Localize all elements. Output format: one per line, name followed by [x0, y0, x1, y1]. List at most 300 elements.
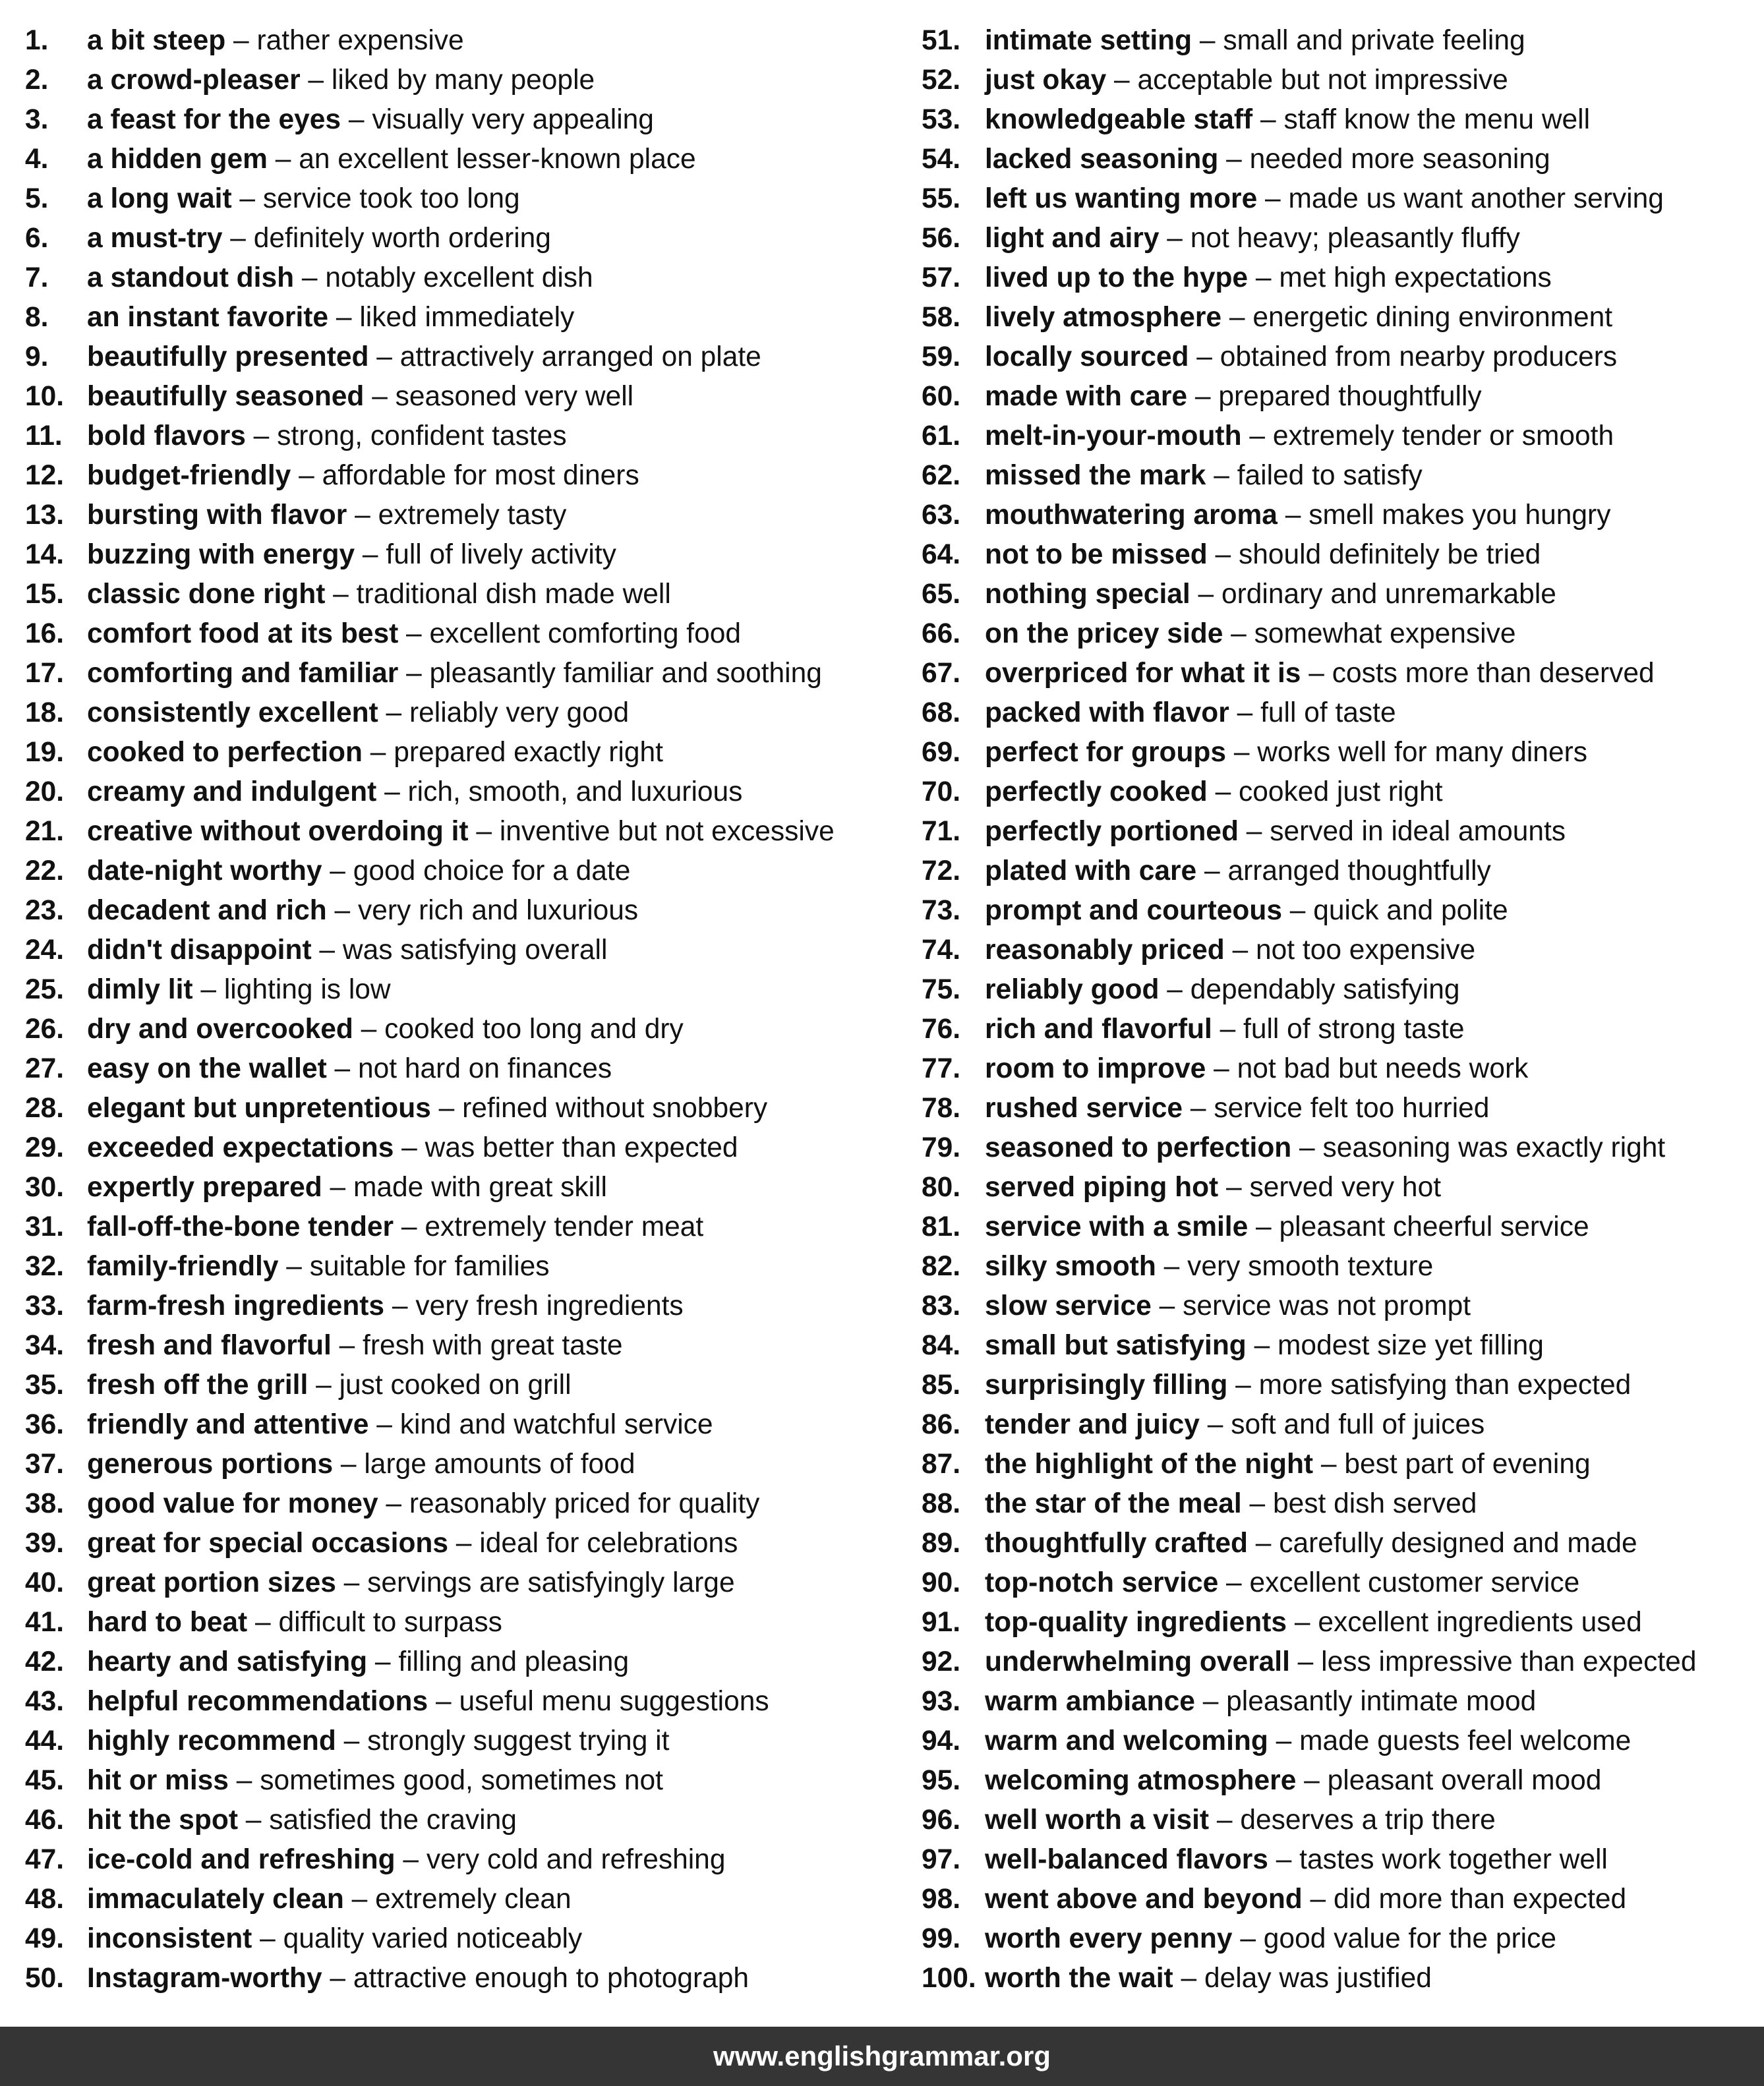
item-definition: made us want another serving [1288, 183, 1664, 214]
item-term: beautifully seasoned [87, 381, 365, 412]
list-item [25, 1722, 902, 1761]
item-separator: – [325, 579, 357, 610]
item-number: 38. [25, 1488, 65, 1519]
item-number: 5. [25, 183, 49, 214]
item-number: 9. [25, 341, 49, 372]
item-number: 28. [25, 1093, 65, 1124]
item-definition: best dish served [1272, 1488, 1477, 1519]
item-text [87, 1603, 502, 1642]
item-number: 21. [25, 816, 65, 847]
list-item [922, 1919, 1759, 1959]
list-item [922, 1563, 1759, 1603]
item-number: 22. [25, 855, 65, 886]
item-term: ice-cold and refreshing [87, 1844, 396, 1875]
list-item [922, 693, 1759, 733]
phrase-column-right [922, 21, 1759, 1998]
item-separator: – [1257, 183, 1289, 214]
list-item [25, 298, 902, 337]
list-item [922, 1682, 1759, 1722]
item-definition: prepared exactly right [394, 737, 663, 768]
item-term: bold flavors [87, 420, 246, 451]
item-number: 25. [25, 974, 65, 1005]
list-item [922, 1761, 1759, 1801]
item-term: silky smooth [985, 1251, 1156, 1282]
item-definition: needed more seasoning [1249, 144, 1550, 175]
item-text [985, 337, 1617, 377]
item-definition: large amounts of food [364, 1449, 635, 1480]
item-term: not to be missed [985, 539, 1208, 570]
item-number: 84. [922, 1330, 961, 1361]
item-text [985, 812, 1566, 852]
item-separator: – [1291, 1132, 1323, 1163]
item-text [985, 1366, 1631, 1405]
item-definition: did more than expected [1334, 1884, 1627, 1915]
item-number: 92. [922, 1646, 961, 1677]
item-separator: – [1159, 974, 1191, 1005]
item-text [985, 1801, 1496, 1840]
item-number: 27. [25, 1053, 65, 1084]
item-separator: – [1218, 144, 1250, 175]
item-text [985, 140, 1550, 179]
list-item [922, 1405, 1759, 1445]
item-text [87, 1484, 759, 1524]
item-number: 59. [922, 341, 961, 372]
item-separator: – [362, 737, 394, 768]
item-term: fresh and flavorful [87, 1330, 332, 1361]
item-text [985, 1287, 1471, 1326]
item-definition: should definitely be tried [1238, 539, 1541, 570]
item-separator: – [347, 500, 378, 531]
item-term: packed with flavor [985, 697, 1229, 728]
item-term: family-friendly [87, 1251, 279, 1282]
item-number: 10. [25, 381, 65, 412]
item-definition: best part of evening [1344, 1449, 1591, 1480]
item-term: generous portions [87, 1449, 334, 1480]
item-separator: – [378, 697, 409, 728]
item-number: 30. [25, 1172, 65, 1203]
list-item [922, 1603, 1759, 1642]
item-term: made with care [985, 381, 1188, 412]
item-term: the highlight of the night [985, 1449, 1314, 1480]
item-text [985, 1010, 1465, 1049]
item-definition: extremely clean [375, 1884, 572, 1915]
item-definition: kind and watchful service [399, 1409, 713, 1440]
item-definition: service was not prompt [1183, 1290, 1471, 1321]
item-separator: – [336, 1567, 368, 1598]
item-definition: cooked too long and dry [384, 1014, 684, 1045]
item-number: 76. [922, 1014, 961, 1045]
item-separator: – [1248, 1528, 1279, 1559]
item-definition: traditional dish made well [356, 579, 671, 610]
item-definition: notably excellent dish [325, 262, 593, 293]
item-term: overpriced for what it is [985, 658, 1301, 689]
item-separator: – [398, 658, 430, 689]
item-definition: servings are satisfyingly large [367, 1567, 735, 1598]
list-item [922, 179, 1759, 219]
item-separator: – [368, 1409, 400, 1440]
item-separator: – [328, 302, 360, 333]
item-separator: – [322, 1172, 353, 1203]
item-separator: – [1287, 1607, 1318, 1638]
item-term: top-notch service [985, 1567, 1219, 1598]
item-number: 90. [922, 1567, 961, 1598]
item-term: cooked to perfection [87, 737, 363, 768]
item-separator: – [1296, 1765, 1328, 1796]
item-separator: – [1218, 1172, 1250, 1203]
item-number: 78. [922, 1093, 961, 1124]
list-item [922, 1959, 1759, 1998]
item-number: 52. [922, 65, 961, 96]
item-number: 99. [922, 1923, 961, 1954]
list-item [25, 931, 902, 970]
item-separator: – [1238, 816, 1270, 847]
item-separator: – [222, 223, 254, 254]
item-term: hard to beat [87, 1607, 248, 1638]
item-number: 42. [25, 1646, 65, 1677]
item-definition: extremely tasty [378, 500, 567, 531]
item-text [985, 970, 1460, 1010]
item-definition: rich, smooth, and luxurious [407, 776, 743, 807]
item-text [87, 1445, 635, 1484]
item-term: well-balanced flavors [985, 1844, 1268, 1875]
list-item [25, 1563, 902, 1603]
item-text [985, 1207, 1589, 1247]
item-number: 51. [922, 25, 961, 56]
item-term: surprisingly filling [985, 1370, 1228, 1401]
item-number: 3. [25, 104, 49, 135]
item-text [87, 891, 638, 931]
item-term: a bit steep [87, 25, 226, 56]
item-term: a must-try [87, 223, 223, 254]
list-item [25, 772, 902, 812]
item-text [985, 61, 1508, 100]
item-text [985, 693, 1396, 733]
item-text [87, 1366, 572, 1405]
item-term: locally sourced [985, 341, 1189, 372]
phrase-column-left [25, 21, 902, 1998]
item-term: consistently excellent [87, 697, 378, 728]
item-separator: – [1187, 381, 1219, 412]
item-definition: modest size yet filling [1278, 1330, 1544, 1361]
item-text [985, 1089, 1489, 1128]
item-text [87, 1089, 767, 1128]
item-number: 75. [922, 974, 961, 1005]
item-term: a standout dish [87, 262, 295, 293]
item-definition: visually very appealing [372, 104, 654, 135]
item-definition: good choice for a date [353, 855, 631, 886]
item-term: an instant favorite [87, 302, 329, 333]
item-separator: – [1189, 341, 1220, 372]
item-definition: extremely tender meat [425, 1211, 704, 1242]
item-number: 12. [25, 460, 65, 491]
item-term: perfectly cooked [985, 776, 1208, 807]
item-number: 72. [922, 855, 961, 886]
item-separator: – [1183, 1093, 1214, 1124]
item-term: worth every penny [985, 1923, 1233, 1954]
item-number: 82. [922, 1251, 961, 1282]
list-item [922, 1326, 1759, 1366]
item-separator: – [1212, 1014, 1244, 1045]
item-term: perfectly portioned [985, 816, 1239, 847]
item-term: tender and juicy [985, 1409, 1200, 1440]
item-definition: suitable for families [309, 1251, 550, 1282]
item-number: 60. [922, 381, 961, 412]
item-separator: – [291, 460, 322, 491]
item-definition: works well for many diners [1257, 737, 1587, 768]
item-term: decadent and rich [87, 895, 327, 926]
item-number: 63. [922, 500, 961, 531]
item-number: 71. [922, 816, 961, 847]
item-definition: attractively arranged on plate [399, 341, 761, 372]
list-item [25, 970, 902, 1010]
item-number: 49. [25, 1923, 65, 1954]
item-term: creamy and indulgent [87, 776, 377, 807]
list-item [25, 377, 902, 417]
list-item [25, 258, 902, 298]
item-term: rich and flavorful [985, 1014, 1212, 1045]
item-number: 53. [922, 104, 961, 135]
item-term: a long wait [87, 183, 232, 214]
item-separator: – [378, 1488, 409, 1519]
item-number: 62. [922, 460, 961, 491]
item-definition: reliably very good [409, 697, 630, 728]
list-item [25, 614, 902, 654]
item-separator: – [326, 1053, 359, 1084]
item-term: intimate setting [985, 25, 1192, 56]
item-number: 57. [922, 262, 961, 293]
list-item [25, 1168, 902, 1207]
item-text [87, 258, 593, 298]
item-term: exceeded expectations [87, 1132, 394, 1163]
item-text [985, 1880, 1626, 1919]
item-definition: fresh with great taste [363, 1330, 623, 1361]
item-number: 54. [922, 144, 961, 175]
item-definition: very fresh ingredients [415, 1290, 684, 1321]
item-text [985, 575, 1556, 614]
item-separator: – [1151, 1290, 1183, 1321]
item-definition: liked immediately [359, 302, 575, 333]
list-item [25, 21, 902, 61]
item-text [985, 891, 1508, 931]
item-term: light and airy [985, 223, 1160, 254]
list-item [922, 1049, 1759, 1089]
item-number: 94. [922, 1725, 961, 1756]
item-separator: – [1226, 737, 1258, 768]
item-term: friendly and attentive [87, 1409, 369, 1440]
item-number: 91. [922, 1607, 961, 1638]
list-item [25, 733, 902, 772]
list-item [25, 1049, 902, 1089]
item-term: good value for money [87, 1488, 378, 1519]
item-separator: – [333, 1449, 365, 1480]
item-separator: – [1227, 1370, 1259, 1401]
item-definition: tastes work together well [1299, 1844, 1608, 1875]
item-number: 29. [25, 1132, 65, 1163]
item-text [87, 1722, 669, 1761]
list-item [25, 1247, 902, 1287]
item-term: plated with care [985, 855, 1197, 886]
list-item [25, 575, 902, 614]
item-term: didn't disappoint [87, 935, 312, 966]
item-separator: – [1190, 579, 1221, 610]
item-definition: pleasantly familiar and soothing [429, 658, 822, 689]
item-number: 17. [25, 658, 65, 689]
item-number: 87. [922, 1449, 961, 1480]
list-item [25, 61, 902, 100]
item-separator: – [1223, 618, 1254, 649]
item-number: 58. [922, 302, 961, 333]
item-definition: dependably satisfying [1190, 974, 1460, 1005]
list-item [25, 100, 902, 140]
item-term: highly recommend [87, 1725, 336, 1756]
item-term: reasonably priced [985, 935, 1225, 966]
list-item [922, 219, 1759, 258]
item-term: inconsistent [87, 1923, 252, 1954]
item-definition: costs more than deserved [1332, 658, 1655, 689]
item-term: fall-off-the-bone tender [87, 1211, 394, 1242]
list-item [25, 417, 902, 456]
item-term: on the pricey side [985, 618, 1223, 649]
item-number: 79. [922, 1132, 961, 1163]
item-term: comfort food at its best [87, 618, 399, 649]
item-definition: filling and pleasing [398, 1646, 630, 1677]
item-number: 40. [25, 1567, 65, 1598]
item-separator: – [341, 104, 372, 135]
item-number: 23. [25, 895, 65, 926]
footer-url[interactable]: www.englishgrammar.org [713, 2041, 1051, 2072]
item-text [87, 179, 520, 219]
item-number: 13. [25, 500, 65, 531]
item-term: farm-fresh ingredients [87, 1290, 385, 1321]
item-text [985, 1603, 1642, 1642]
item-term: worth the wait [985, 1963, 1173, 1994]
item-separator: – [1232, 1923, 1264, 1954]
item-text [87, 1128, 738, 1168]
item-number: 95. [922, 1765, 961, 1796]
item-text [985, 1445, 1591, 1484]
item-text [87, 535, 616, 575]
item-number: 4. [25, 144, 49, 175]
list-item [25, 1603, 902, 1642]
item-separator: – [331, 1330, 363, 1361]
list-item [922, 1722, 1759, 1761]
item-definition: strong, confident tastes [277, 420, 567, 451]
item-definition: difficult to surpass [278, 1607, 502, 1638]
item-definition: obtained from nearby producers [1220, 341, 1618, 372]
item-text [985, 456, 1423, 496]
list-item [25, 693, 902, 733]
item-text [985, 496, 1610, 535]
list-item [25, 654, 902, 693]
item-definition: full of strong taste [1243, 1014, 1465, 1045]
item-separator: – [1173, 1963, 1204, 1994]
list-item [922, 1445, 1759, 1484]
item-definition: made guests feel welcome [1299, 1725, 1632, 1756]
item-separator: – [300, 65, 332, 96]
list-item [922, 1366, 1759, 1405]
item-definition: prepared thoughtfully [1218, 381, 1482, 412]
item-definition: smell makes you hungry [1308, 500, 1611, 531]
item-text [985, 1484, 1477, 1524]
item-text [985, 931, 1475, 970]
item-text [87, 614, 741, 654]
item-separator: – [1281, 895, 1314, 926]
item-separator: – [336, 1725, 368, 1756]
item-number: 43. [25, 1686, 65, 1717]
item-text [985, 1682, 1536, 1722]
item-definition: full of taste [1260, 697, 1396, 728]
list-item [922, 298, 1759, 337]
item-term: great portion sizes [87, 1567, 336, 1598]
item-term: small but satisfying [985, 1330, 1247, 1361]
list-item [922, 140, 1759, 179]
item-text [87, 417, 567, 456]
item-definition: sometimes good, sometimes not [260, 1765, 663, 1796]
item-term: nothing special [985, 579, 1191, 610]
item-definition: excellent comforting food [429, 618, 741, 649]
item-separator: – [1221, 302, 1253, 333]
item-number: 46. [25, 1805, 65, 1836]
list-item [25, 1089, 902, 1128]
item-number: 20. [25, 776, 65, 807]
item-term: lacked seasoning [985, 144, 1219, 175]
item-text [87, 1168, 607, 1207]
item-separator: – [1159, 223, 1191, 254]
item-term: buzzing with energy [87, 539, 355, 570]
item-separator: – [384, 1290, 416, 1321]
item-number: 70. [922, 776, 961, 807]
item-term: prompt and courteous [985, 895, 1282, 926]
item-definition: pleasant cheerful service [1279, 1211, 1589, 1242]
item-term: Instagram-worthy [87, 1963, 322, 1994]
item-term: beautifully presented [87, 341, 369, 372]
item-text [985, 1168, 1441, 1207]
item-text [87, 377, 633, 417]
list-item [922, 733, 1759, 772]
item-term: just okay [985, 65, 1107, 96]
item-text [87, 1801, 517, 1840]
item-number: 64. [922, 539, 961, 570]
item-separator: – [395, 1844, 426, 1875]
list-item [25, 1287, 902, 1326]
item-separator: – [1268, 1844, 1300, 1875]
list-item [922, 970, 1759, 1010]
item-number: 7. [25, 262, 49, 293]
item-term: warm ambiance [985, 1686, 1195, 1717]
item-definition: definitely worth ordering [253, 223, 551, 254]
item-separator: – [225, 25, 257, 56]
list-item [25, 179, 902, 219]
list-item [25, 1959, 902, 1998]
item-term: knowledgeable staff [985, 104, 1253, 135]
item-definition: somewhat expensive [1254, 618, 1516, 649]
item-separator: – [308, 1370, 339, 1401]
item-definition: seasoning was exactly right [1322, 1132, 1666, 1163]
list-item [25, 1484, 902, 1524]
item-number: 37. [25, 1449, 65, 1480]
item-term: served piping hot [985, 1172, 1219, 1203]
item-term: missed the mark [985, 460, 1206, 491]
item-separator: – [238, 1805, 270, 1836]
item-definition: service felt too hurried [1214, 1093, 1490, 1124]
item-number: 45. [25, 1765, 65, 1796]
item-number: 81. [922, 1211, 961, 1242]
item-term: a hidden gem [87, 144, 268, 175]
item-definition: ordinary and unremarkable [1221, 579, 1556, 610]
item-text [985, 179, 1664, 219]
item-definition: useful menu suggestions [459, 1686, 769, 1717]
list-item [25, 1207, 902, 1247]
